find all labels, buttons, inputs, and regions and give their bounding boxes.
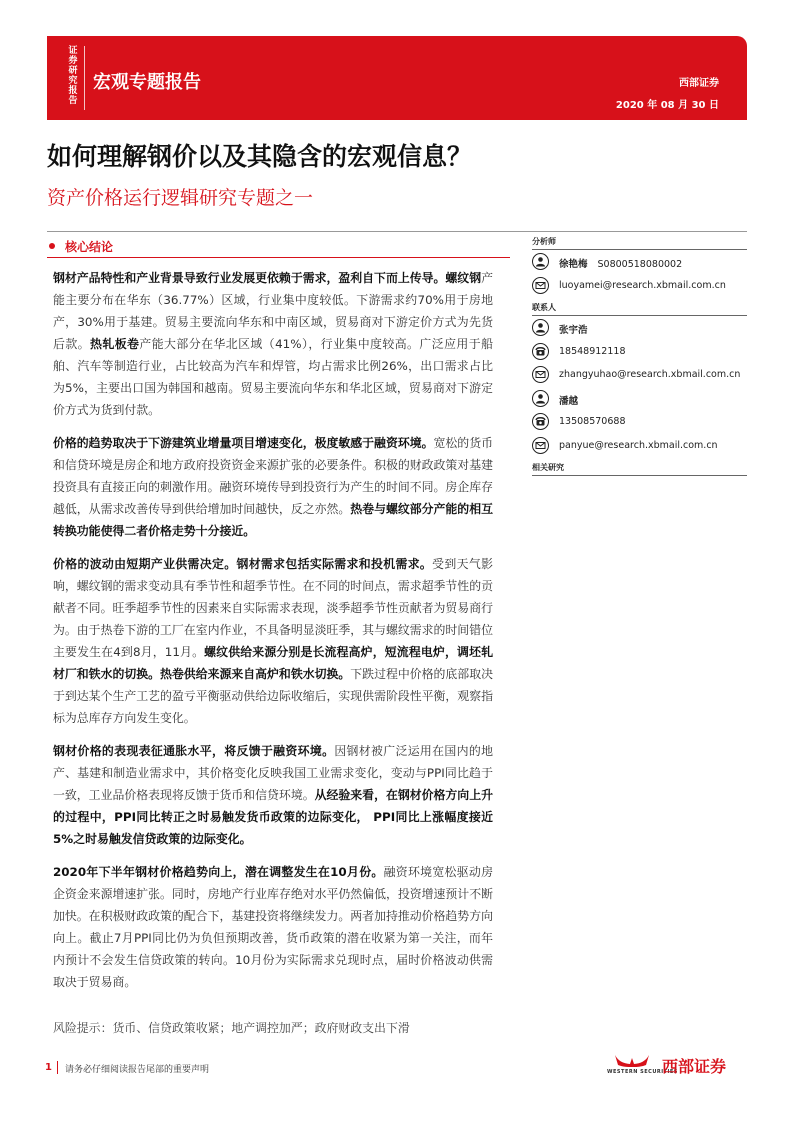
contact1-name: 张宇浩 [559, 325, 588, 336]
risk-warning: 风险提示：货币、信贷政策收紧；地产调控加严；政府财政支出下滑 [53, 1021, 410, 1035]
contact-header: 联系人 [532, 297, 747, 316]
section-label: 核心结论 [65, 240, 114, 254]
contact2-email[interactable]: panyue@research.xbmail.com.cn [559, 439, 718, 451]
section-header [47, 239, 510, 257]
email-icon [532, 277, 549, 294]
logo-en: WESTERN SECURITIES [607, 1069, 678, 1075]
emphasis-text: 2020年下半年钢材价格趋势向上，潜在调整发生在10月份。 [53, 865, 384, 879]
series-vertical-label: 证券研究报告 [68, 46, 78, 106]
emphasis-text: 钢材产品特性和产业背景导致行业发展更依赖于需求，盈利自下而上传导。 [53, 271, 446, 285]
body-text: 融资环境宽松驱动房企资金来源增速扩张。同时，房地产行业库存绝对水平仍然偏低，投资增速预计不断加快。在积极财政政策的配合下，基建投资将继续发力。两者加持推动价格趋势方向向上。截止7月PPI同比仍为负但预期改善，货币政策的潜在收紧为第一关注，而年内预计不会发生信贷政策的转向。10月份为实际需求兑现时点，届时价格波动供需取决于贸易商。 [53, 865, 493, 989]
footer-divider [57, 1061, 58, 1074]
phone-icon [532, 413, 549, 430]
page-subtitle: 资产价格运行逻辑研究专题之一 [47, 187, 314, 209]
section-rule [47, 257, 510, 258]
body-text: 因钢材被广泛运用在国内的地产、基建和制造业需求中，其价格变化反映我国工业需求变化，变动与PPI同比趋于一致，工业品价格表现将反馈于货币和信贷环境。 [53, 744, 493, 802]
contact2-name: 潘越 [559, 395, 579, 407]
body-text: 受到天气影响，螺纹钢的需求变动具有季节性和超季节性。在不同的时间点，需求超季节性的贡献者不同。旺季超季节性的因素来自实际需求表现，淡季超季节性贡献者为贸易商行为。由于热卷下游的工厂在室内作业，不具备明显淡旺季，其与螺纹需求的时间错位主要发生在4到8月，11月。 [53, 557, 493, 659]
analyst-info [559, 256, 682, 270]
emphasis-text: 螺纹钢 [445, 271, 482, 285]
body-text: 产能主要分布在华东（36.77%）区域，行业集中度较低。下游需求约70%用于房地产，30%用于基建。贸易主要流向华东和中南区域，贸易商对下游定价方式为先货后款。 [53, 271, 493, 351]
header-brand: 西部证券 [679, 78, 719, 89]
contact2-phone: 13508570688 [559, 416, 626, 427]
disclaimer-note: 请务必仔细阅读报告尾部的重要声明 [65, 1065, 210, 1075]
contact2-phone-row [532, 410, 747, 434]
analyst-email-row [532, 274, 747, 298]
email-icon [532, 437, 549, 454]
contact1-phone-row [532, 340, 747, 364]
analyst-email[interactable]: luoyamei@research.xbmail.com.cn [559, 279, 726, 291]
body-text: 宽松的货币和信贷环境是房企和地方政府投资资金来源扩张的必要条件。积极的财政政策对基建投资具有直接正向的刺激作用。融资环境传导到投资行为产生的时间不同。房企库存越低，从需求改善传导到供给增加时间越快，反之亦然。 [53, 436, 493, 516]
conclusion-paragraph [53, 553, 493, 729]
person-icon [532, 253, 549, 270]
emphasis-text: 从经验来看，在钢材价格方向上升的过程中，PPI同比转正之时易触发货币政策的边际变化， PPI同比上涨幅度接近5%之时易触发信贷政策的边际变化。 [53, 788, 493, 846]
conclusion-paragraph [53, 432, 493, 542]
emphasis-text: 价格的波动由短期产业供需决定。钢材需求包括实际需求和投机需求。 [53, 557, 433, 571]
contact2-email-row [532, 434, 747, 458]
emphasis-text: 钢材价格的表现表征通胀水平，将反馈于融资环境。 [53, 744, 335, 758]
bullet-icon [49, 243, 55, 249]
analyst-cert: S0800518080002 [597, 259, 683, 270]
emphasis-text: 价格的趋势取决于下游建筑业增量项目增速变化，极度敏感于融资环境。 [53, 436, 434, 450]
report-type: 宏观专题报告 [93, 72, 201, 93]
body-text: 产能大部分在华北区域（41%），行业集中度较高。广泛应用于船舶、汽车等制造行业，占比较高为汽车和焊管，均占需求比例26%，出口需求占比为5%，主要出口国为韩国和越南。贸易主要流向华东和华北区域，贸易商对下游定价方式为货到付款。 [53, 337, 493, 417]
emphasis-text: 热轧板卷 [90, 337, 140, 351]
page-number: 1 [45, 1062, 52, 1073]
company-logo [607, 1052, 747, 1078]
person-icon [532, 390, 549, 407]
contact1-phone: 18548912118 [559, 345, 626, 357]
emphasis-text: 螺纹供给来源分别是长流程高炉，短流程电炉，调坯轧材厂和铁水的切换。热卷供给来源来自高炉和铁水切换。 [53, 645, 493, 681]
contact1-row [532, 316, 747, 340]
phone-icon [532, 343, 549, 360]
conclusion-paragraph [53, 740, 493, 850]
person-icon [532, 319, 549, 336]
contact1-email[interactable]: zhangyuhao@research.xbmail.com.cn [559, 369, 741, 380]
sidebar [532, 231, 747, 476]
banner-divider [84, 46, 85, 110]
email-icon [532, 366, 549, 383]
conclusion-paragraph [53, 861, 493, 993]
contact1-email-row [532, 363, 747, 387]
related-research-header: 相关研究 [532, 457, 747, 476]
analyst-header: 分析师 [532, 231, 747, 250]
conclusion-paragraph [53, 267, 493, 421]
body-text: 下跌过程中价格的底部取决于到达某个生产工艺的盈亏平衡驱动供给边际收缩后，实现供需阶段性平衡，观察指标为总库存方向发生变化。 [53, 667, 493, 725]
page-title: 如何理解钢价以及其隐含的宏观信息？ [47, 142, 473, 171]
core-conclusions [53, 267, 493, 1004]
contact2-row [532, 387, 747, 411]
header-banner [47, 36, 747, 120]
analyst-name: 徐艳梅 [559, 259, 588, 270]
analyst-row [532, 250, 747, 274]
report-date: 2020 年 08 月 30 日 [615, 100, 719, 111]
logo-cn: 西部证券 [662, 1057, 727, 1076]
emphasis-text: 热卷与螺纹部分产能的相互转换功能使得二者价格走势十分接近。 [53, 502, 493, 538]
